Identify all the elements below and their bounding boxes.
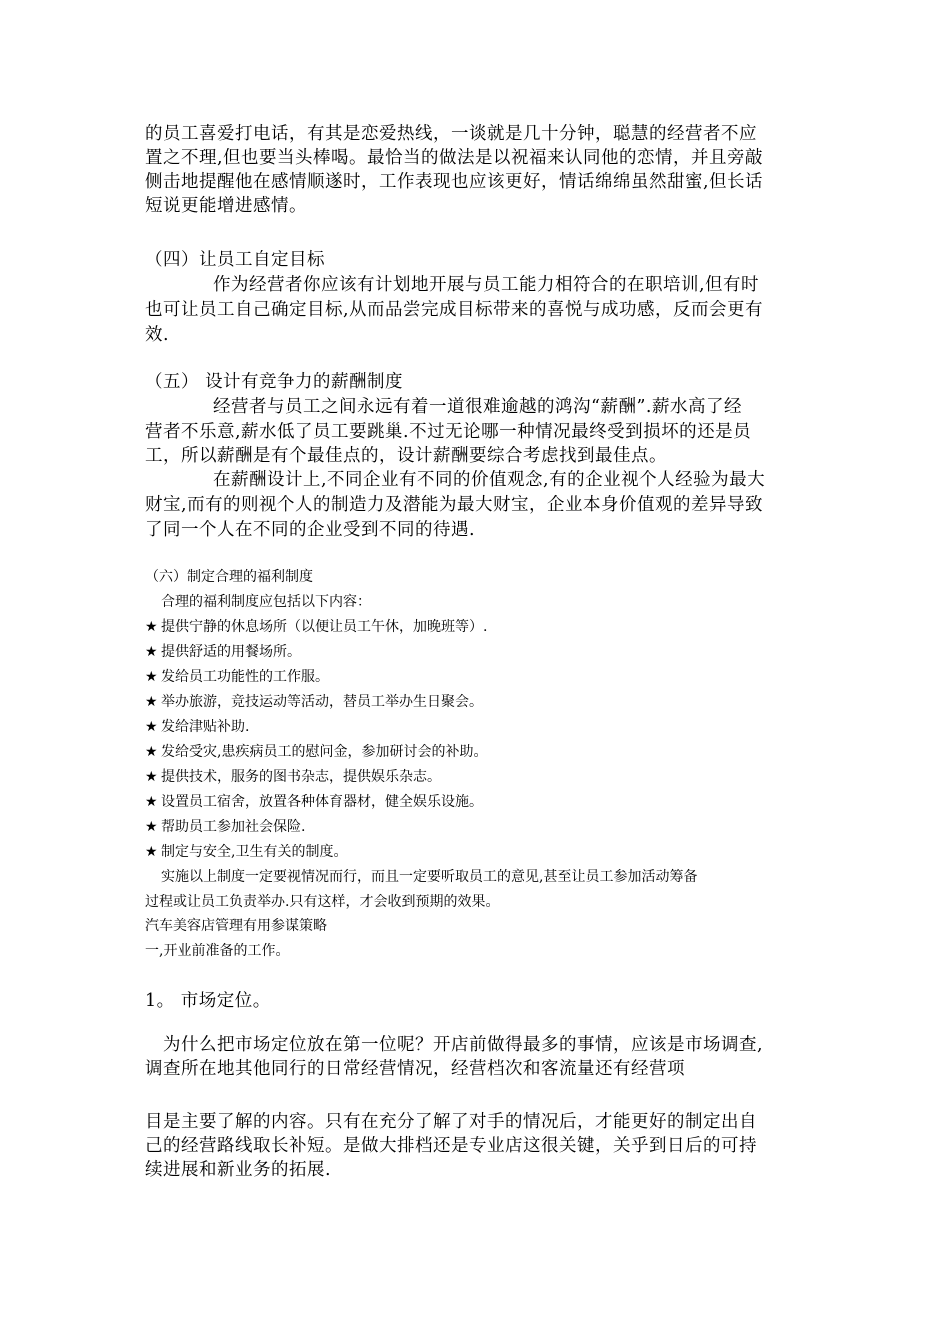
paragraph-line: 在薪酬设计上,不同企业有不同的价值观念,有的企业视个人经验为最大 <box>213 470 766 490</box>
section-heading: （六）制定合理的福利制度 <box>145 569 313 585</box>
list-item-text: 发给津贴补助. <box>161 719 250 735</box>
list-item <box>145 840 810 865</box>
paragraph-line: 的员工喜爱打电话，有其是恋爱热线，一谈就是几十分钟，聪慧的经营者不应 <box>145 124 757 144</box>
star-bullet-icon: ★ <box>145 644 158 660</box>
paragraph-line: 了同一个人在不同的企业受到不同的待遇. <box>145 520 476 540</box>
paragraph-line: 调查所在地其他同行的日常经营情况，经营档次和客流量还有经营项 <box>145 1059 685 1079</box>
star-bullet-icon: ★ <box>145 619 158 635</box>
paragraph-line: 续进展和新业务的拓展. <box>145 1160 332 1180</box>
list-item-text: 发给受灾,患疾病员工的慰问金，参加研讨会的补助。 <box>161 744 488 760</box>
list-item <box>145 690 810 715</box>
list-item-text: 设置员工宿舍，放置各种体育器材，健全娱乐设施。 <box>161 794 483 810</box>
star-bullet-icon: ★ <box>145 744 158 760</box>
section-heading: （五） 设计有竞争力的薪酬制度 <box>145 372 404 392</box>
document-subtitle: 一,开业前准备的工作。 <box>145 943 290 959</box>
paragraph-line: 过程或让员工负责举办.只有这样，才会收到预期的效果。 <box>145 894 500 910</box>
star-bullet-icon: ★ <box>145 819 158 835</box>
paragraph-line: 侧击地提醒他在感情顺遂时，工作表现也应该更好，情话绵绵虽然甜蜜,但长话 <box>145 172 764 192</box>
paragraph-line: 效. <box>145 325 170 345</box>
paragraph-line: 目是主要了解的内容。只有在充分了解了对手的情况后，才能更好的制定出自 <box>145 1112 757 1132</box>
paragraph-line: 己的经营路线取长补短。是做大排档还是专业店这很关键，关乎到日后的可持 <box>145 1136 757 1156</box>
section-heading: （四）让员工自定目标 <box>145 250 325 270</box>
star-bullet-icon: ★ <box>145 794 158 810</box>
list-item-text: 提供宁静的休息场所（以便让员工午休，加晚班等）. <box>161 619 488 635</box>
list-item <box>145 740 810 765</box>
paragraph-line: 为什么把市场定位放在第一位呢？开店前做得最多的事情，应该是市场调查, <box>163 1035 764 1055</box>
list-item <box>145 815 810 840</box>
list-item-text: 提供舒适的用餐场所。 <box>161 644 301 660</box>
star-bullet-icon: ★ <box>145 719 158 735</box>
section-heading: 1。 市场定位。 <box>145 991 271 1011</box>
paragraph-line: 经营者与员工之间永远有着一道很难逾越的鸿沟“薪酬”.薪水高了经 <box>213 397 742 417</box>
paragraph-line: 营者不乐意,薪水低了员工要跳巢.不过无论哪一种情况最终受到损坏的还是员 <box>145 422 752 442</box>
intro-line: 合理的福利制度应包括以下内容： <box>161 594 371 610</box>
star-bullet-icon: ★ <box>145 669 158 685</box>
paragraph-line: 实施以上制度一定要视情况而行，而且一定要听取员工的意见,甚至让员工参加活动筹备 <box>161 869 698 885</box>
list-item-text: 帮助员工参加社会保险. <box>161 819 306 835</box>
star-bullet-icon: ★ <box>145 694 158 710</box>
paragraph-line: 置之不理,但也要当头棒喝。最恰当的做法是以祝福来认同他的恋情，并且旁敲 <box>145 148 764 168</box>
list-item-text: 提供技术，服务的图书杂志，提供娱乐杂志。 <box>161 769 441 785</box>
star-bullet-icon: ★ <box>145 844 158 860</box>
list-item-text: 举办旅游，竞技运动等活动，替员工举办生日聚会。 <box>161 694 483 710</box>
paragraph-line: 短说更能增进感情。 <box>145 196 307 216</box>
list-item <box>145 665 810 690</box>
list-item-text: 制定与安全,卫生有关的制度。 <box>161 844 348 860</box>
list-item <box>145 715 810 740</box>
paragraph-line: 也可让员工自己确定目标,从而品尝完成目标带来的喜悦与成功感，反而会更有 <box>145 300 764 320</box>
list-item <box>145 640 810 665</box>
paragraph-line: 工，所以薪酬是有个最佳点的，设计薪酬要综合考虑找到最佳点。 <box>145 446 667 466</box>
document-title: 汽车美容店管理有用参谋策略 <box>145 918 327 934</box>
paragraph-line: 财宝,而有的则视个人的制造力及潜能为最大财宝，企业本身价值观的差异导致 <box>145 495 764 515</box>
paragraph-line: 作为经营者你应该有计划地开展与员工能力相符合的在职培训,但有时 <box>213 275 760 295</box>
list-item <box>145 615 810 640</box>
star-bullet-icon: ★ <box>145 769 158 785</box>
list-item-text: 发给员工功能性的工作服。 <box>161 669 329 685</box>
list-item <box>145 765 810 790</box>
list-item <box>145 790 810 815</box>
